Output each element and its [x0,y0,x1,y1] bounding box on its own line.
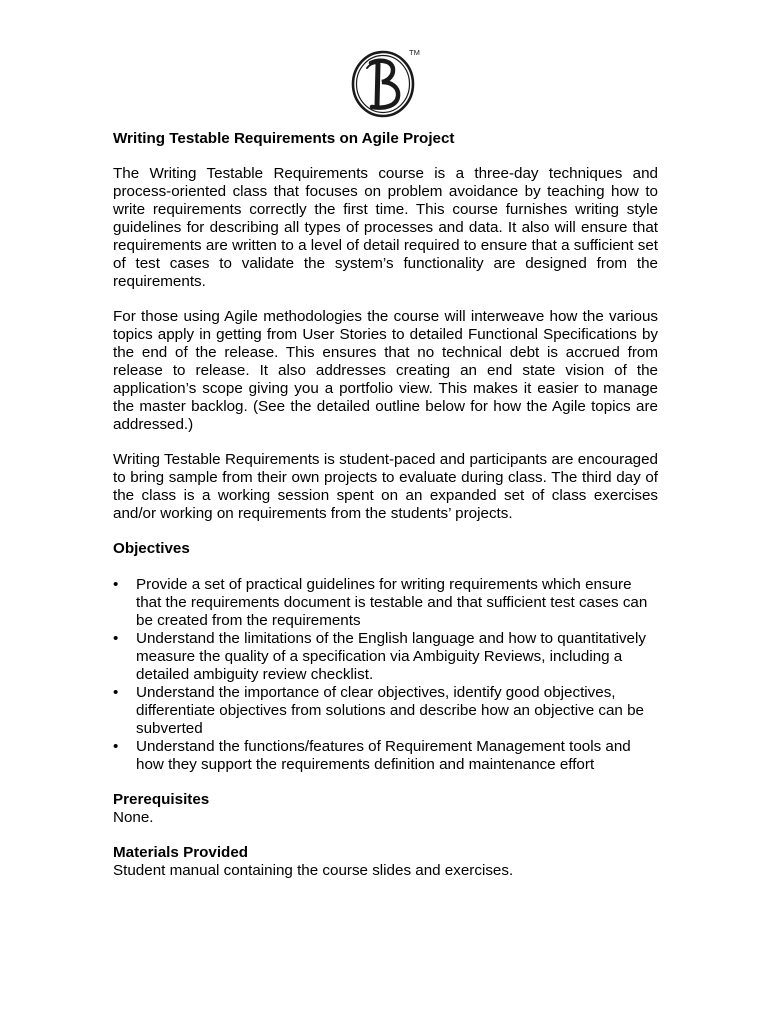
list-item [113,684,658,738]
bullet-icon: • [113,738,119,755]
bullet-icon: • [113,576,119,593]
objective-text: Understand the limitations of the English language and how to quantitatively measure the quality of a specification via Ambiguity Reviews, including a detailed ambiguity review checklist. [136,630,646,683]
document-title: Writing Testable Requirements on Agile Project [113,130,455,147]
trademark-symbol: TM [409,48,420,57]
materials-text: Student manual containing the course slides and exercises. [113,862,514,879]
objective-text: Understand the functions/features of Requirement Management tools and how they support the requirements definition and maintenance effort [136,738,631,773]
materials-heading: Materials Provided [113,844,249,861]
bullet-icon: • [113,684,119,701]
list-item [113,738,658,774]
prerequisites-text: None. [113,809,154,826]
document-body [113,130,658,880]
prerequisites-heading: Prerequisites [113,791,210,808]
paragraph-intro: The Writing Testable Requirements course is a three-day techniques and process-oriented class that focuses on problem avoidance by teaching how to write requirements correctly the first time. This course furnishes writing style guidelines for describing all types of processes and data. It also will ensure that requirements are written to a level of detail required to ensure that a sufficient set of test cases to validate the system’s functionality are designed from the requirements. [113,165,658,290]
paragraph-student-paced: Writing Testable Requirements is student-paced and participants are encouraged to bring sample from their own projects to evaluate during class. The third day of the class is a working session spent on an expanded set of class exercises and/or working on requirements from the students’ projects. [113,451,658,522]
objectives-heading: Objectives [113,540,190,557]
paragraph-agile: For those using Agile methodologies the course will interweave how the various topics apply in getting from User Stories to detailed Functional Specifications by the end of the release. This ensures that no technical debt is accrued from release to release. It also addresses creating an end state vision of the application’s scope giving you a portfolio view. This makes it easier to manage the master backlog. (See the detailed outline below for how the Agile topics are addressed.) [113,308,658,433]
list-item [113,576,658,630]
bullet-icon: • [113,630,119,647]
company-logo [349,46,427,120]
objective-text: Understand the importance of clear objectives, identify good objectives, differentiate objectives from solutions and describe how an objective can be subverted [136,684,644,737]
logo-emblem [349,46,427,120]
objectives-list [113,576,658,774]
list-item [113,630,658,684]
objective-text: Provide a set of practical guidelines for writing requirements which ensure that the requirements document is testable and that sufficient test cases can be created from the requirements [136,576,648,629]
